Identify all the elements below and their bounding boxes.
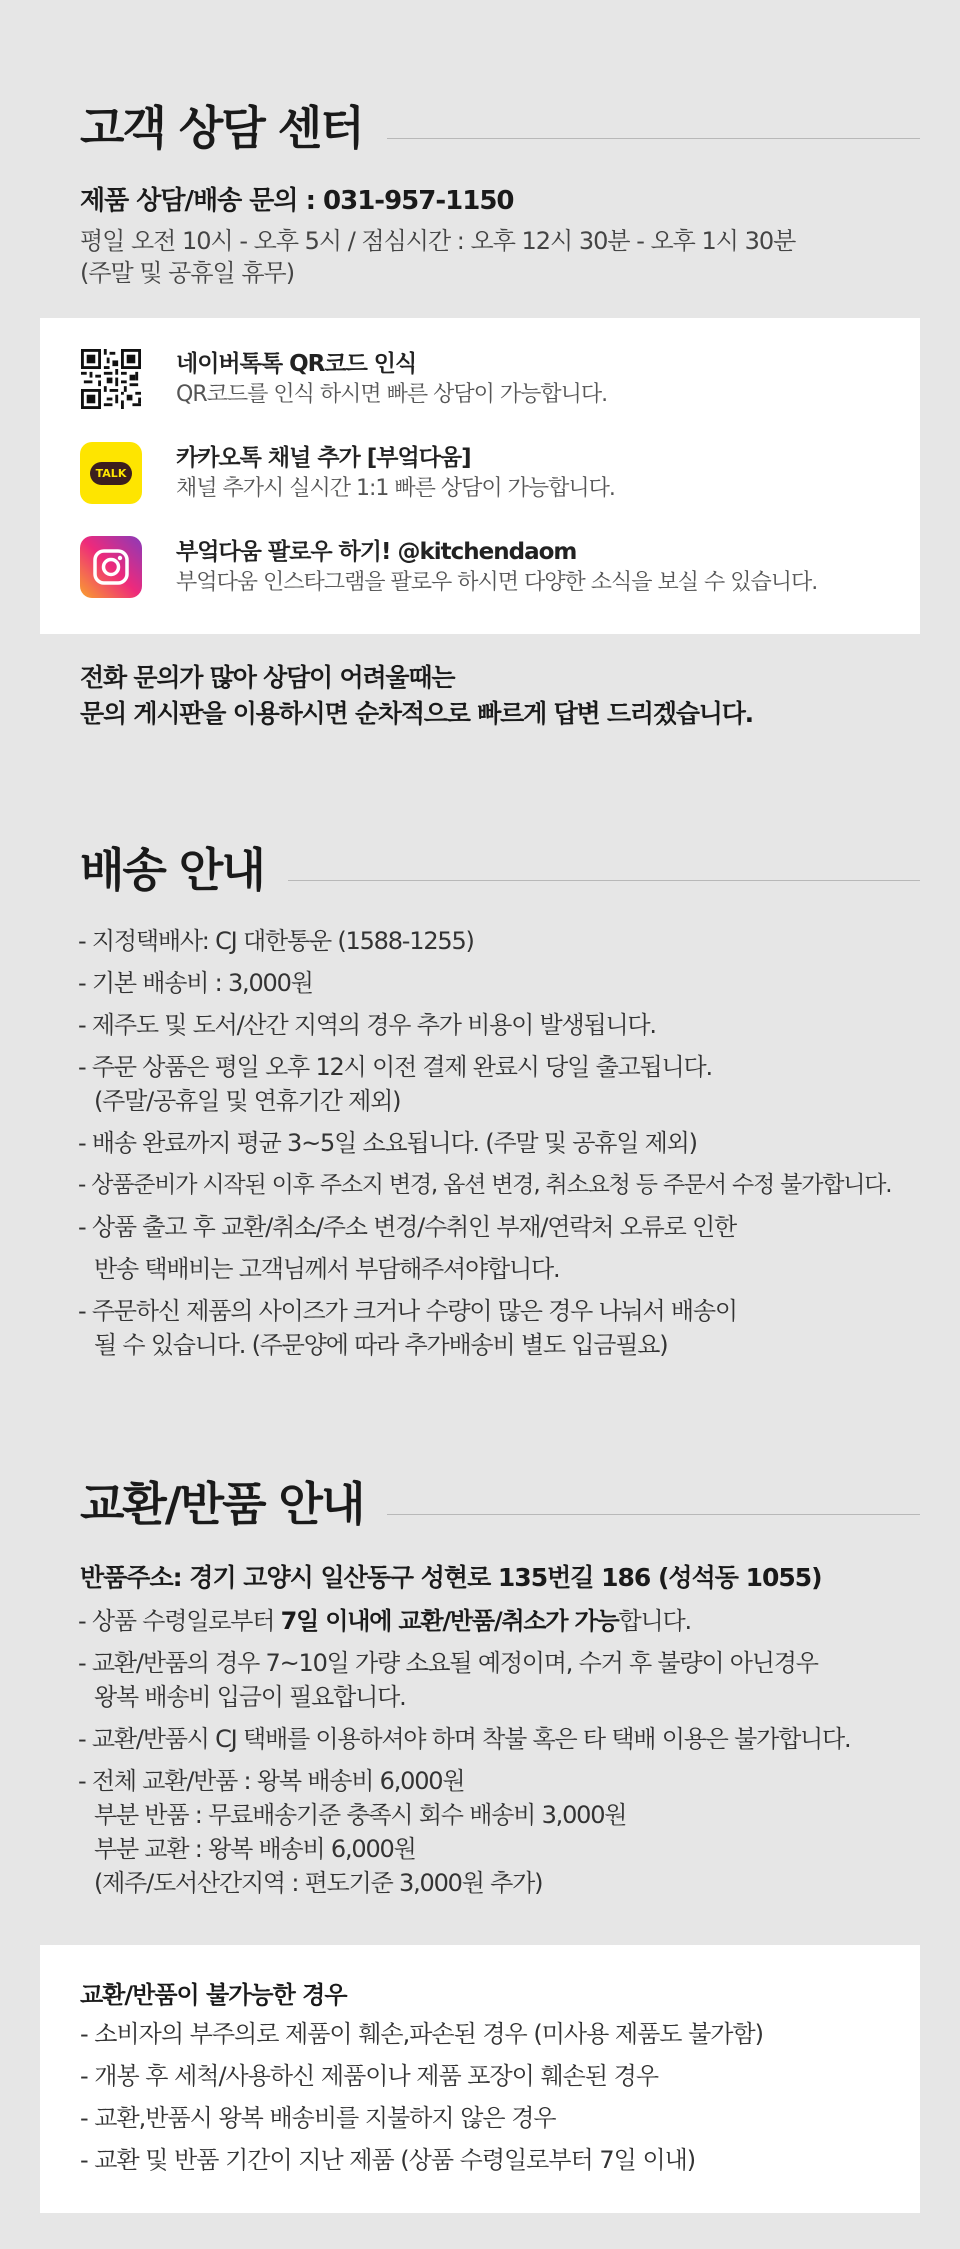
kakao-talk-icon bbox=[80, 442, 142, 504]
list-item: - 교환 및 반품 기간이 지난 제품 (상품 수령일로부터 7일 이내) bbox=[80, 2146, 696, 2174]
list-item-continuation: 반송 택배비는 고객님께서 부담해주셔야합니다. bbox=[94, 1255, 560, 1283]
returns-section-header bbox=[80, 1468, 920, 1534]
cs-phone-line: 제품 상담/배송 문의 : 031-957-1150 bbox=[80, 186, 514, 216]
fee-line: 부분 반품 : 무료배송기준 충족시 회수 배송비 3,000원 bbox=[94, 1801, 627, 1829]
list-item: - 상품준비가 시작된 이후 주소지 변경, 옵션 변경, 취소요청 등 주문서 수정 불가합니다. bbox=[78, 1172, 892, 1198]
section-divider bbox=[288, 880, 920, 881]
returns-section-title: 교환/반품 안내 bbox=[80, 1477, 364, 1531]
list-item: - 상품 출고 후 교환/취소/주소 변경/수취인 부재/연락처 오류로 인한 bbox=[78, 1213, 737, 1241]
list-item-continuation: 왕복 배송비 입금이 필요합니다. bbox=[94, 1683, 406, 1711]
cs-section-title: 고객 상담 센터 bbox=[80, 101, 363, 155]
shipping-section-header bbox=[80, 834, 920, 900]
list-item: - 교환/반품의 경우 7~10일 가량 소요될 예정이며, 수거 후 불량이 아닌경우 bbox=[78, 1649, 818, 1677]
qr-code-icon bbox=[80, 348, 142, 410]
list-item: - 주문하신 제품의 사이즈가 크거나 수량이 많은 경우 나눠서 배송이 bbox=[78, 1297, 737, 1325]
list-item: - 주문 상품은 평일 오후 12시 이전 결제 완료시 당일 출고됩니다. bbox=[78, 1053, 712, 1081]
kakao-talk-badge: TALK bbox=[90, 462, 133, 485]
shipping-info-list bbox=[78, 920, 938, 1366]
returns-info-list bbox=[78, 1600, 938, 1904]
list-item-continuation: (주말/공휴일 및 연휴기간 제외) bbox=[94, 1087, 401, 1115]
contact-title: 네이버톡톡 QR코드 인식 bbox=[176, 351, 417, 377]
section-divider bbox=[387, 1514, 920, 1515]
instagram-icon bbox=[80, 536, 142, 598]
contact-naver-talk[interactable] bbox=[80, 348, 607, 410]
return-period-prefix: - 상품 수령일로부터 bbox=[78, 1607, 281, 1635]
non-returnable-title: 교환/반품이 불가능한 경우 bbox=[80, 1981, 347, 2009]
return-address: 반품주소: 경기 고양시 일산동구 성현로 135번길 186 (성석동 1055) bbox=[80, 1563, 822, 1592]
non-returnable-box bbox=[40, 1945, 920, 2213]
list-item: - 교환,반품시 왕복 배송비를 지불하지 않은 경우 bbox=[80, 2104, 556, 2132]
return-period-suffix: 합니다. bbox=[618, 1607, 691, 1635]
cs-holiday-note: (주말 및 공휴일 휴무) bbox=[80, 259, 295, 287]
cs-hours-line: 평일 오전 10시 - 오후 5시 / 점심시간 : 오후 12시 30분 - 오후 1시 30분 bbox=[80, 227, 796, 255]
contact-channels-box bbox=[40, 318, 920, 634]
list-item: - 교환/반품시 CJ 택배를 이용하셔야 하며 착불 혹은 타 택배 이용은 불가합니다. bbox=[78, 1725, 851, 1753]
section-divider bbox=[387, 138, 920, 139]
contact-description: 부엌다움 인스타그램을 팔로우 하시면 다양한 소식을 보실 수 있습니다. bbox=[176, 570, 818, 595]
contact-description: 채널 추가시 실시간 1:1 빠른 상담이 가능합니다. bbox=[176, 476, 615, 501]
list-item: - 기본 배송비 : 3,000원 bbox=[78, 969, 313, 997]
non-returnable-list bbox=[80, 2013, 763, 2181]
shipping-section-title: 배송 안내 bbox=[80, 843, 264, 897]
return-period-highlight: 7일 이내에 교환/반품/취소가 가능 bbox=[280, 1607, 619, 1635]
contact-title: 카카오톡 채널 추가 [부엌다움] bbox=[176, 445, 471, 471]
list-item-continuation: 될 수 있습니다. (주문양에 따라 추가배송비 별도 입금필요) bbox=[94, 1331, 668, 1359]
fee-line: 부분 교환 : 왕복 배송비 6,000원 bbox=[94, 1835, 416, 1863]
contact-description: QR코드를 인식 하시면 빠른 상담이 가능합니다. bbox=[176, 382, 608, 407]
contact-instagram[interactable] bbox=[80, 536, 817, 598]
list-item: - 개봉 후 세척/사용하신 제품이나 제품 포장이 훼손된 경우 bbox=[80, 2062, 659, 2090]
list-item: - 배송 완료까지 평균 3~5일 소요됩니다. (주말 및 공휴일 제외) bbox=[78, 1129, 697, 1157]
list-item: - 제주도 및 도서/산간 지역의 경우 추가 비용이 발생됩니다. bbox=[78, 1011, 656, 1039]
contact-kakao-channel[interactable] bbox=[80, 442, 615, 504]
list-item: - 지정택배사: CJ 대한통운 (1588-1255) bbox=[78, 927, 474, 955]
fee-line: - 전체 교환/반품 : 왕복 배송비 6,000원 bbox=[78, 1767, 465, 1795]
cs-section-header bbox=[80, 92, 920, 158]
list-item: - 소비자의 부주의로 제품이 훼손,파손된 경우 (미사용 제품도 불가함) bbox=[80, 2020, 764, 2048]
fee-line: (제주/도서산간지역 : 편도기준 3,000원 추가) bbox=[94, 1869, 543, 1897]
cs-notice-line1: 전화 문의가 많아 상담이 어려울때는 bbox=[80, 663, 455, 692]
contact-title: 부엌다움 팔로우 하기! @kitchendaom bbox=[176, 539, 577, 565]
return-period-line bbox=[78, 1600, 938, 1642]
cs-notice-line2: 문의 게시판을 이용하시면 순차적으로 빠르게 답변 드리겠습니다. bbox=[80, 699, 753, 728]
